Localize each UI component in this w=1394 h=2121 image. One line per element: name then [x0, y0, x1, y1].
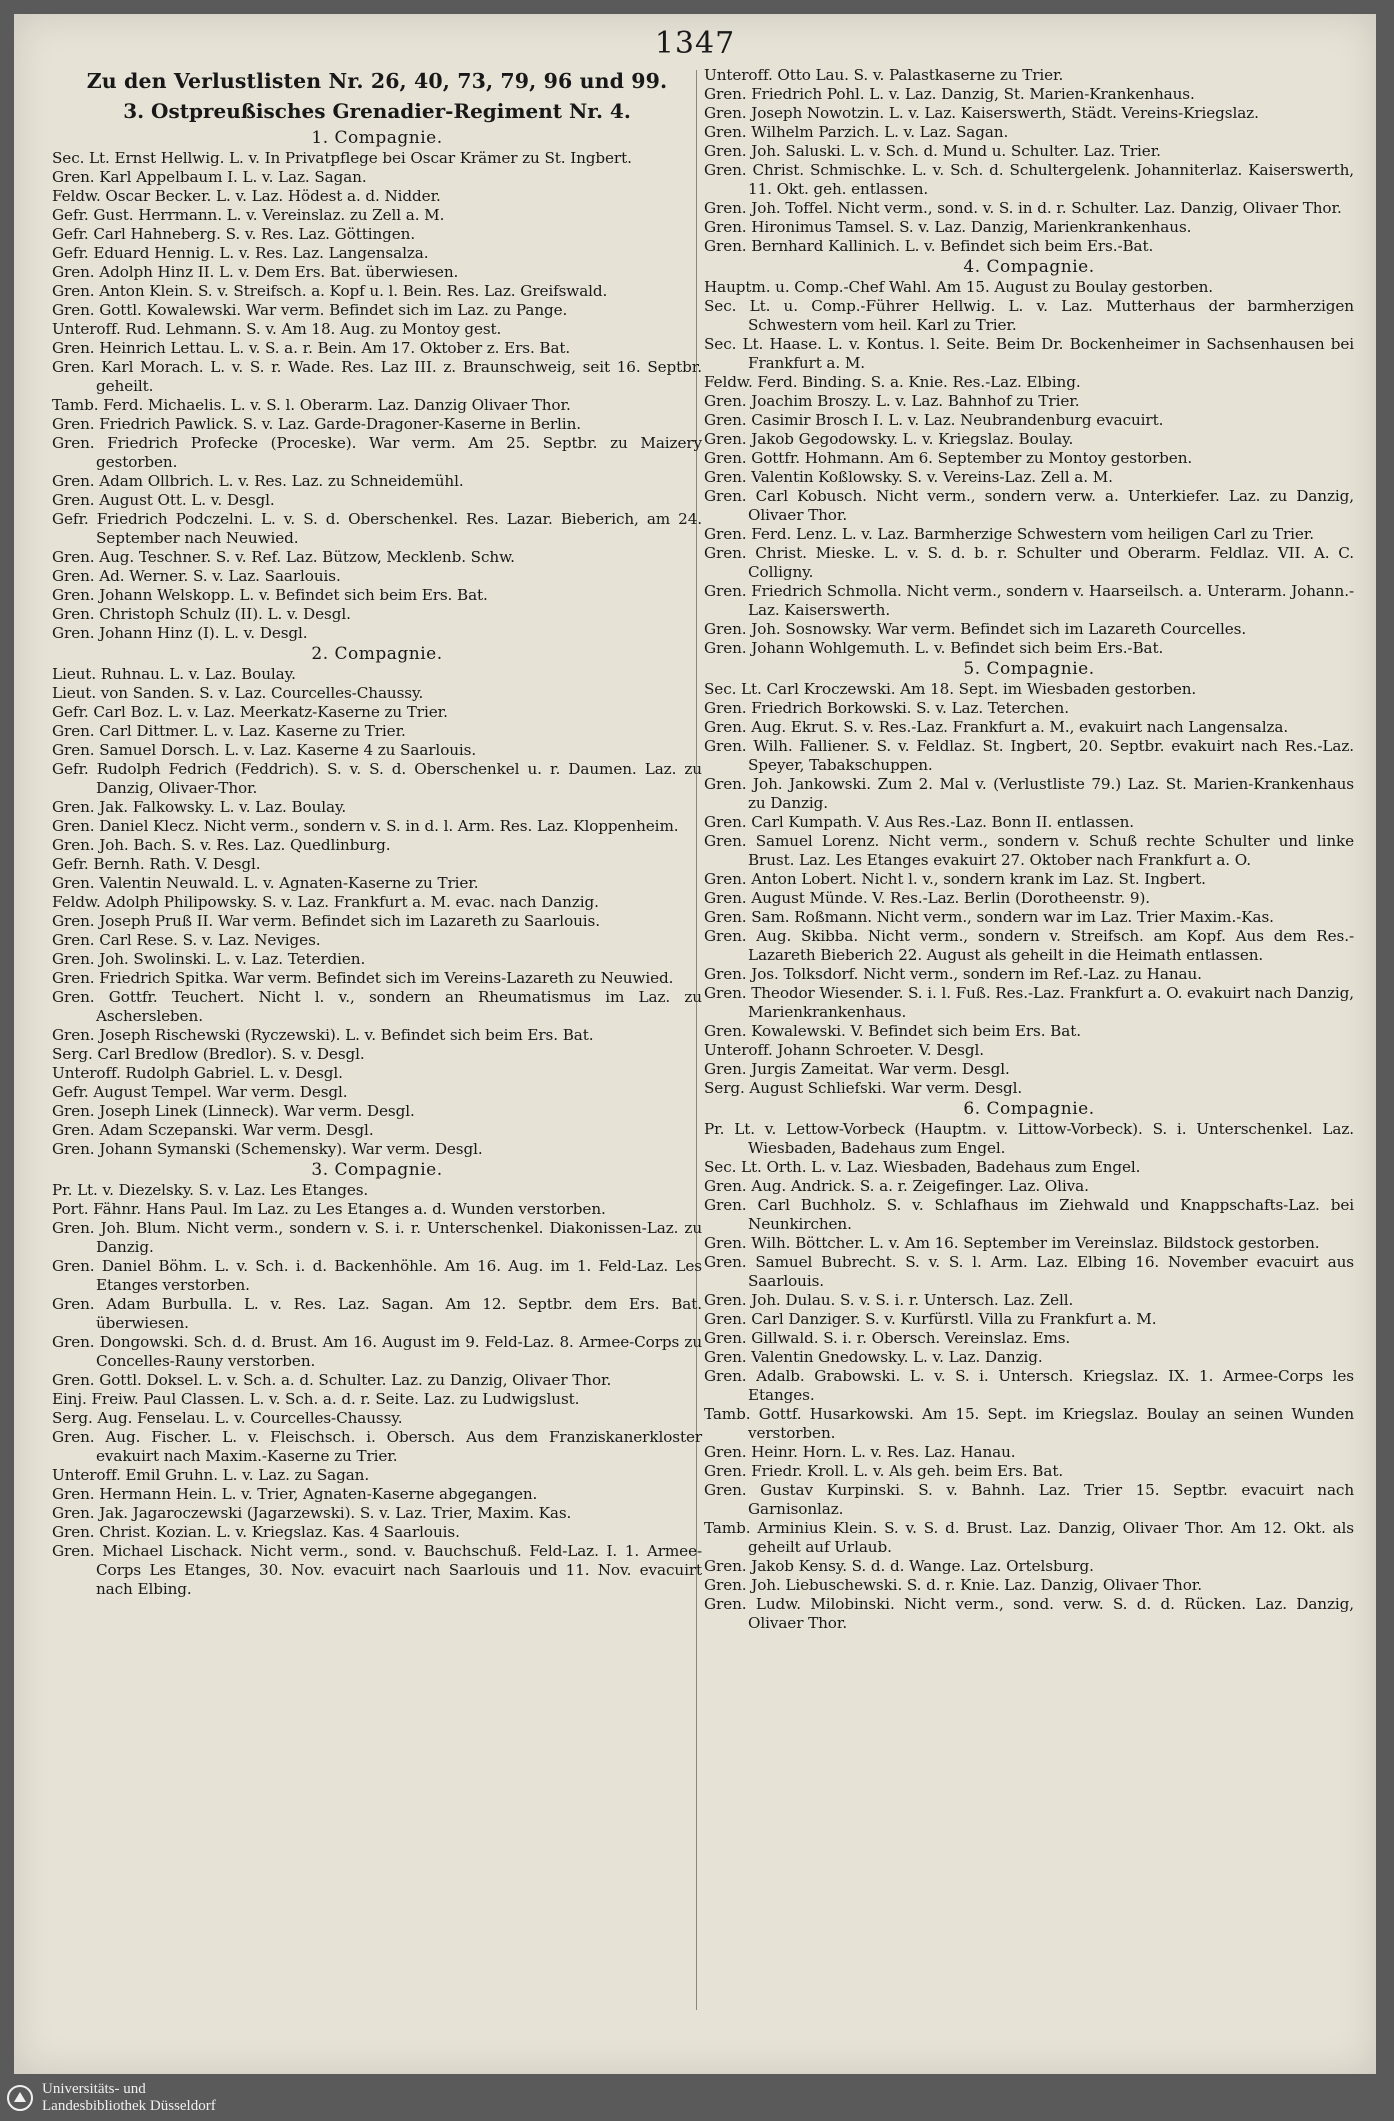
casualty-entry: Gren. Aug. Ekrut. S. v. Res.-Laz. Frankfurt a. M., evakuirt nach Langensalza. — [704, 718, 1289, 736]
casualty-entry: Gren. Friedrich Borkowski. S. v. Laz. Teterchen. — [704, 699, 1069, 717]
casualty-entry: Unteroff. Rudolph Gabriel. L. v. Desgl. — [52, 1064, 343, 1082]
casualty-entry: Gren. Wilhelm Parzich. L. v. Laz. Sagan. — [704, 123, 1009, 141]
casualty-entry: Gren. Jakob Gegodowsky. L. v. Kriegslaz. Boulay. — [704, 430, 1074, 448]
casualty-entry: Gren. Christ. Kozian. L. v. Kriegslaz. Kas. 4 Saarlouis. — [52, 1523, 460, 1541]
casualty-entry: Gren. Jos. Tolksdorf. Nicht verm., sondern im Ref.-Laz. zu Hanau. — [704, 965, 1202, 983]
casualty-entry: Sec. Lt. Carl Kroczewski. Am 18. Sept. im Wiesbaden gestorben. — [704, 680, 1197, 698]
library-logo-text — [42, 2081, 216, 2115]
casualty-entry: Gren. Daniel Böhm. L. v. Sch. i. d. Backenhöhle. Am 16. Aug. im 1. Feld-Laz. Les Etanges verstorben. — [52, 1257, 702, 1294]
casualty-entry: Feldw. Ferd. Binding. S. a. Knie. Res.-Laz. Elbing. — [704, 373, 1081, 391]
casualty-entry: Gren. Joseph Rischewski (Ryczewski). L. v. Befindet sich beim Ers. Bat. — [52, 1026, 594, 1044]
casualty-entry: Gefr. Carl Hahneberg. S. v. Res. Laz. Göttingen. — [52, 225, 416, 243]
casualty-entry: Hauptm. u. Comp.-Chef Wahl. Am 15. August zu Boulay gestorben. — [704, 278, 1214, 296]
casualty-entry: Gren. Carl Rese. S. v. Laz. Neviges. — [52, 931, 321, 949]
casualty-entry: Gren. Joh. Liebuschewski. S. d. r. Knie. Laz. Danzig, Olivaer Thor. — [704, 1576, 1202, 1594]
casualty-entry: Gren. Joh. Dulau. S. v. S. i. r. Untersch. Laz. Zell. — [704, 1291, 1074, 1309]
casualty-entry: Gren. Carl Kobusch. Nicht verm., sondern verw. a. Unterkiefer. Laz. zu Danzig, Olivaer Thor. — [704, 487, 1354, 524]
casualty-entry: Tamb. Gottf. Husarkowski. Am 15. Sept. im Kriegslaz. Boulay an seinen Wunden verstorben. — [704, 1405, 1354, 1442]
casualty-entry: Gren. Joh. Bach. S. v. Res. Laz. Quedlinburg. — [52, 836, 391, 854]
casualty-entry: Feldw. Adolph Philipowsky. S. v. Laz. Frankfurt a. M. evac. nach Danzig. — [52, 893, 599, 911]
casualty-entry: Gren. Theodor Wiesender. S. i. l. Fuß. Res.-Laz. Frankfurt a. O. evakuirt nach Danzig, Marienkrankenhaus. — [704, 984, 1354, 1021]
casualty-entry: Gren. Samuel Lorenz. Nicht verm., sondern v. Schuß rechte Schulter und linke Brust. Laz. Les Etanges evakuirt 27. Oktober nach Frankfurt a. O. — [704, 832, 1354, 869]
casualty-entry: Port. Fähnr. Hans Paul. Im Laz. zu Les Etanges a. d. Wunden verstorben. — [52, 1200, 606, 1218]
casualty-entry: Gren. Carl Kumpath. V. Aus Res.-Laz. Bonn II. entlassen. — [704, 813, 1134, 831]
casualty-entry: Gren. Heinrich Lettau. L. v. S. a. r. Bein. Am 17. Oktober z. Ers. Bat. — [52, 339, 571, 357]
casualty-entry: Gren. Heinr. Horn. L. v. Res. Laz. Hanau. — [704, 1443, 1016, 1461]
casualty-entry: Gren. Karl Morach. L. v. S. r. Wade. Res. Laz III. z. Braunschweig, seit 16. Septbr. geheilt. — [52, 358, 702, 395]
casualty-entry: Gren. Johann Welskopp. L. v. Befindet sich beim Ers. Bat. — [52, 586, 488, 604]
casualty-entry: Serg. Aug. Fenselau. L. v. Courcelles-Chaussy. — [52, 1409, 403, 1427]
casualty-entry: Gren. Karl Appelbaum I. L. v. Laz. Sagan. — [52, 168, 367, 186]
casualty-entry: Gren. Daniel Klecz. Nicht verm., sondern v. S. in d. l. Arm. Res. Laz. Kloppenheim. — [52, 817, 679, 835]
casualty-entry: Gren. Aug. Skibba. Nicht verm., sondern v. Streifsch. am Kopf. Aus dem Res.-Lazareth Bieberich 22. August als geheilt in die Heimath entlassen. — [704, 927, 1354, 964]
casualty-entry: Serg. August Schliefski. War verm. Desgl. — [704, 1079, 1023, 1097]
casualty-entry: Gren. Joachim Broszy. L. v. Laz. Bahnhof zu Trier. — [704, 392, 1080, 410]
casualty-entry: Gren. Joh. Blum. Nicht verm., sondern v. S. i. r. Unterschenkel. Diakonissen-Laz. zu Danzig. — [52, 1219, 702, 1256]
casualty-entry: Gren. Casimir Brosch I. L. v. Laz. Neubrandenburg evacuirt. — [704, 411, 1164, 429]
casualty-entry: Gren. Valentin Koßlowsky. S. v. Vereins-Laz. Zell a. M. — [704, 468, 1113, 486]
casualty-entry: Einj. Freiw. Paul Classen. L. v. Sch. a. d. r. Seite. Laz. zu Ludwigslust. — [52, 1390, 580, 1408]
casualty-entry: Gren. Friedrich Pohl. L. v. Laz. Danzig, St. Marien-Krankenhaus. — [704, 85, 1195, 103]
casualty-entry: Gren. Bernhard Kallinich. L. v. Befindet sich beim Ers.-Bat. — [704, 237, 1154, 255]
casualty-entry: Gren. Jurgis Zameitat. War verm. Desgl. — [704, 1060, 1010, 1078]
casualty-entry: Gren. Hironimus Tamsel. S. v. Laz. Danzig, Marienkrankenhaus. — [704, 218, 1192, 236]
casualty-entry: Sec. Lt. Ernst Hellwig. L. v. In Privatpflege bei Oscar Krämer zu St. Ingbert. — [52, 149, 632, 167]
casualty-entry: Unteroff. Emil Gruhn. L. v. Laz. zu Sagan. — [52, 1466, 370, 1484]
casualty-entry: Gren. Gottl. Doksel. L. v. Sch. a. d. Schulter. Laz. zu Danzig, Olivaer Thor. — [52, 1371, 612, 1389]
casualty-entry: Gren. Ludw. Milobinski. Nicht verm., sond. verw. S. d. d. Rücken. Laz. Danzig, Olivaer Thor. — [704, 1595, 1354, 1632]
casualty-entry: Gren. Valentin Neuwald. L. v. Agnaten-Kaserne zu Trier. — [52, 874, 479, 892]
casualty-entry: Gren. Christ. Mieske. L. v. S. d. b. r. Schulter und Oberarm. Feldlaz. VII. A. C. Colligny. — [704, 544, 1354, 581]
casualty-entry: Gren. Joseph Nowotzin. L. v. Laz. Kaiserswerth, Städt. Vereins-Kriegslaz. — [704, 104, 1259, 122]
casualty-entry: Gefr. Gust. Herrmann. L. v. Vereinslaz. zu Zell a. M. — [52, 206, 445, 224]
casualty-entry: Gren. Joh. Swolinski. L. v. Laz. Teterdien. — [52, 950, 366, 968]
casualty-entry: Feldw. Oscar Becker. L. v. Laz. Hödest a. d. Nidder. — [52, 187, 441, 205]
casualty-entry: Gren. Valentin Gnedowsky. L. v. Laz. Danzig. — [704, 1348, 1043, 1366]
casualty-entry: Pr. Lt. v. Lettow-Vorbeck (Hauptm. v. Littow-Vorbeck). S. i. Unterschenkel. Laz. Wiesbaden, Badehaus zum Engel. — [704, 1120, 1354, 1157]
casualty-entry: Gren. Friedrich Profecke (Proceske). War verm. Am 25. Septbr. zu Maizery gestorben. — [52, 434, 702, 471]
casualty-entry: Gren. Joh. Sosnowsky. War verm. Befindet sich im Lazareth Courcelles. — [704, 620, 1247, 638]
casualty-entry: Gren. Adalb. Grabowski. L. v. S. i. Untersch. Kriegslaz. IX. 1. Armee-Corps les Etanges. — [704, 1367, 1354, 1404]
casualty-entry: Gren. Wilh. Falliener. S. v. Feldlaz. St. Ingbert, 20. Septbr. evakuirt nach Res.-Laz. Speyer, Tabakschuppen. — [704, 737, 1354, 774]
casualty-entry: Gren. Gottfr. Teuchert. Nicht l. v., sondern an Rheumatismus im Laz. zu Aschersleben. — [52, 988, 702, 1025]
casualty-entry: Gren. Carl Buchholz. S. v. Schlafhaus im Ziehwald und Knappschafts-Laz. bei Neunkirchen. — [704, 1196, 1354, 1233]
right-column — [704, 66, 1354, 1633]
casualty-entry: Gren. Ferd. Lenz. L. v. Laz. Barmherzige Schwestern vom heiligen Carl zu Trier. — [704, 525, 1314, 543]
casualty-entry: Gefr. Friedrich Podczelni. L. v. S. d. Oberschenkel. Res. Lazar. Bieberich, am 24. September nach Neuwied. — [52, 510, 702, 547]
left-sections — [52, 128, 702, 1599]
casualty-entry: Gren. Friedrich Schmolla. Nicht verm., sondern v. Haarseilsch. a. Unterarm. Johann.-Laz. Kaiserswerth. — [704, 582, 1354, 619]
regiment-header: 3. Ostpreußisches Grenadier-Regiment Nr. 4. — [123, 99, 631, 123]
page-number: 1347 — [654, 26, 736, 61]
casualty-entry: Gren. Johann Symanski (Schemensky). War verm. Desgl. — [52, 1140, 483, 1158]
casualty-entry: Gren. Aug. Fischer. L. v. Fleischsch. i. Obersch. Aus dem Franziskanerkloster evakuirt nach Maxim.-Kaserne zu Trier. — [52, 1428, 702, 1465]
casualty-entry: Gren. Jakob Kensy. S. d. d. Wange. Laz. Ortelsburg. — [704, 1557, 1094, 1575]
casualty-entry: Gren. Christoph Schulz (II). L. v. Desgl. — [52, 605, 351, 623]
casualty-entry: Gren. Joseph Pruß II. War verm. Befindet sich im Lazareth zu Saarlouis. — [52, 912, 600, 930]
casualty-entry: Gren. Ad. Werner. S. v. Laz. Saarlouis. — [52, 567, 341, 585]
casualty-entry: Unteroff. Johann Schroeter. V. Desgl. — [704, 1041, 984, 1059]
casualty-entry: Gren. Johann Hinz (I). L. v. Desgl. — [52, 624, 308, 642]
company-heading: 6. Compagnie. — [963, 1099, 1095, 1119]
casualty-entry: Unteroff. Rud. Lehmann. S. v. Am 18. Aug. zu Montoy gest. — [52, 320, 502, 338]
casualty-entry: Gren. Christ. Schmischke. L. v. Sch. d. Schultergelenk. Johanniterlaz. Kaiserswerth, 11. Okt. geh. entlassen. — [704, 161, 1354, 198]
library-logo-icon — [6, 2084, 34, 2112]
casualty-entry: Gren. Adam Burbulla. L. v. Res. Laz. Sagan. Am 12. Septbr. dem Ers. Bat. überwiesen. — [52, 1295, 702, 1332]
casualty-entry: Gren. Dongowski. Sch. d. d. Brust. Am 16. August im 9. Feld-Laz. 8. Armee-Corps zu Concelles-Rauny verstorben. — [52, 1333, 702, 1370]
casualty-entry: Gefr. Carl Boz. L. v. Laz. Meerkatz-Kaserne zu Trier. — [52, 703, 448, 721]
casualty-entry: Tamb. Arminius Klein. S. v. S. d. Brust. Laz. Danzig, Olivaer Thor. Am 12. Okt. als geheilt auf Urlaub. — [704, 1519, 1354, 1556]
casualty-entry: Gren. Adolph Hinz II. L. v. Dem Ers. Bat. überwiesen. — [52, 263, 459, 281]
company-heading: 2. Compagnie. — [311, 644, 443, 664]
company-heading: 5. Compagnie. — [963, 659, 1095, 679]
right-sections — [704, 66, 1354, 1633]
casualty-entry: Gren. Anton Lobert. Nicht l. v., sondern krank im Laz. St. Ingbert. — [704, 870, 1206, 888]
casualty-entry: Gefr. Rudolph Fedrich (Feddrich). S. v. S. d. Oberschenkel u. r. Daumen. Laz. zu Danzig, Olivaer-Thor. — [52, 760, 702, 797]
list-header: Zu den Verlustlisten Nr. 26, 40, 73, 79, 96 und 99. — [86, 69, 668, 93]
casualty-entry: Gefr. Eduard Hennig. L. v. Res. Laz. Langensalza. — [52, 244, 429, 262]
company-heading: 1. Compagnie. — [311, 128, 443, 148]
casualty-entry: Gren. Gillwald. S. i. r. Obersch. Vereinslaz. Ems. — [704, 1329, 1071, 1347]
casualty-entry: Tamb. Ferd. Michaelis. L. v. S. l. Oberarm. Laz. Danzig Olivaer Thor. — [52, 396, 571, 414]
casualty-entry: Gren. Sam. Roßmann. Nicht verm., sondern war im Laz. Trier Maxim.-Kas. — [704, 908, 1274, 926]
casualty-entry: Gren. Friedr. Kroll. L. v. Als geh. beim Ers. Bat. — [704, 1462, 1064, 1480]
casualty-entry: Gren. August Ott. L. v. Desgl. — [52, 491, 275, 509]
casualty-entry: Gren. Johann Wohlgemuth. L. v. Befindet sich beim Ers.-Bat. — [704, 639, 1164, 657]
casualty-entry: Sec. Lt. Haase. L. v. Kontus. l. Seite. Beim Dr. Bockenheimer in Sachsenhausen bei Frankfurt a. M. — [704, 335, 1354, 372]
casualty-entry: Serg. Carl Bredlow (Bredlor). S. v. Desgl. — [52, 1045, 365, 1063]
casualty-entry: Gefr. Bernh. Rath. V. Desgl. — [52, 855, 261, 873]
casualty-entry: Gren. Adam Sczepanski. War verm. Desgl. — [52, 1121, 374, 1139]
casualty-entry: Gren. Joh. Jankowski. Zum 2. Mal v. (Verlustliste 79.) Laz. St. Marien-Krankenhaus zu Danzig. — [704, 775, 1354, 812]
casualty-entry: Lieut. von Sanden. S. v. Laz. Courcelles-Chaussy. — [52, 684, 424, 702]
casualty-entry: Gren. Kowalewski. V. Befindet sich beim Ers. Bat. — [704, 1022, 1081, 1040]
casualty-entry: Gren. Samuel Dorsch. L. v. Laz. Kaserne 4 zu Saarlouis. — [52, 741, 477, 759]
casualty-entry: Gren. Joseph Linek (Linneck). War verm. Desgl. — [52, 1102, 415, 1120]
casualty-entry: Gren. Adam Ollbrich. L. v. Res. Laz. zu Schneidemühl. — [52, 472, 464, 490]
casualty-entry: Gren. Joh. Toffel. Nicht verm., sond. v. S. in d. r. Schulter. Laz. Danzig, Olivaer Thor. — [704, 199, 1342, 217]
casualty-entry: Gren. Aug. Teschner. S. v. Ref. Laz. Bützow, Mecklenb. Schw. — [52, 548, 515, 566]
left-column — [52, 66, 702, 1599]
casualty-entry: Gren. Gottfr. Hohmann. Am 6. September zu Montoy gestorben. — [704, 449, 1193, 467]
casualty-entry: Gren. Joh. Saluski. L. v. Sch. d. Mund u. Schulter. Laz. Trier. — [704, 142, 1161, 160]
library-name-line2: Landesbibliothek Düsseldorf — [42, 2097, 216, 2114]
casualty-entry: Lieut. Ruhnau. L. v. Laz. Boulay. — [52, 665, 296, 683]
company-heading: 3. Compagnie. — [311, 1160, 443, 1180]
casualty-entry: Gren. Samuel Bubrecht. S. v. S. l. Arm. Laz. Elbing 16. November evacuirt aus Saarlouis. — [704, 1253, 1354, 1290]
casualty-entry: Gren. Gustav Kurpinski. S. v. Bahnh. Laz. Trier 15. Septbr. evacuirt nach Garnisonlaz. — [704, 1481, 1354, 1518]
casualty-entry: Gren. Carl Dittmer. L. v. Laz. Kaserne zu Trier. — [52, 722, 406, 740]
casualty-entry: Gren. Carl Danziger. S. v. Kurfürstl. Villa zu Frankfurt a. M. — [704, 1310, 1157, 1328]
casualty-entry: Gren. Jak. Jagaroczewski (Jagarzewski). S. v. Laz. Trier, Maxim. Kas. — [52, 1504, 572, 1522]
casualty-entry: Gren. Friedrich Spitka. War verm. Befindet sich im Vereins-Lazareth zu Neuwied. — [52, 969, 674, 987]
casualty-entry: Unteroff. Otto Lau. S. v. Palastkaserne zu Trier. — [704, 66, 1064, 84]
casualty-entry: Sec. Lt. Orth. L. v. Laz. Wiesbaden, Badehaus zum Engel. — [704, 1158, 1141, 1176]
company-heading: 4. Compagnie. — [963, 257, 1095, 277]
casualty-entry: Gren. Aug. Andrick. S. a. r. Zeigefinger. Laz. Oliva. — [704, 1177, 1089, 1195]
casualty-entry: Sec. Lt. u. Comp.-Führer Hellwig. L. v. Laz. Mutterhaus der barmherzigen Schwestern vom heil. Karl zu Trier. — [704, 297, 1354, 334]
casualty-entry: Gefr. August Tempel. War verm. Desgl. — [52, 1083, 348, 1101]
casualty-entry: Gren. Anton Klein. S. v. Streifsch. a. Kopf u. l. Bein. Res. Laz. Greifswald. — [52, 282, 608, 300]
library-logo[interactable] — [0, 2074, 240, 2121]
casualty-entry: Gren. Friedrich Pawlick. S. v. Laz. Garde-Dragoner-Kaserne in Berlin. — [52, 415, 581, 433]
casualty-entry: Gren. Jak. Falkowsky. L. v. Laz. Boulay. — [52, 798, 347, 816]
document-page — [14, 14, 1376, 2074]
casualty-entry: Gren. Hermann Hein. L. v. Trier, Agnaten-Kaserne abgegangen. — [52, 1485, 538, 1503]
casualty-entry: Gren. August Münde. V. Res.-Laz. Berlin (Dorotheenstr. 9). — [704, 889, 1150, 907]
casualty-entry: Gren. Michael Lischack. Nicht verm., sond. v. Bauchschuß. Feld-Laz. I. 1. Armee-Corps Les Etanges, 30. Nov. evacuirt nach Saarlouis und 11. Nov. evacuirt nach Elbing. — [52, 1542, 702, 1598]
casualty-entry: Gren. Wilh. Böttcher. L. v. Am 16. September im Vereinslaz. Bildstock gestorben. — [704, 1234, 1320, 1252]
casualty-entry: Pr. Lt. v. Diezelsky. S. v. Laz. Les Etanges. — [52, 1181, 369, 1199]
library-name-line1: Universitäts- und — [42, 2080, 146, 2097]
casualty-entry: Gren. Gottl. Kowalewski. War verm. Befindet sich im Laz. zu Pange. — [52, 301, 568, 319]
